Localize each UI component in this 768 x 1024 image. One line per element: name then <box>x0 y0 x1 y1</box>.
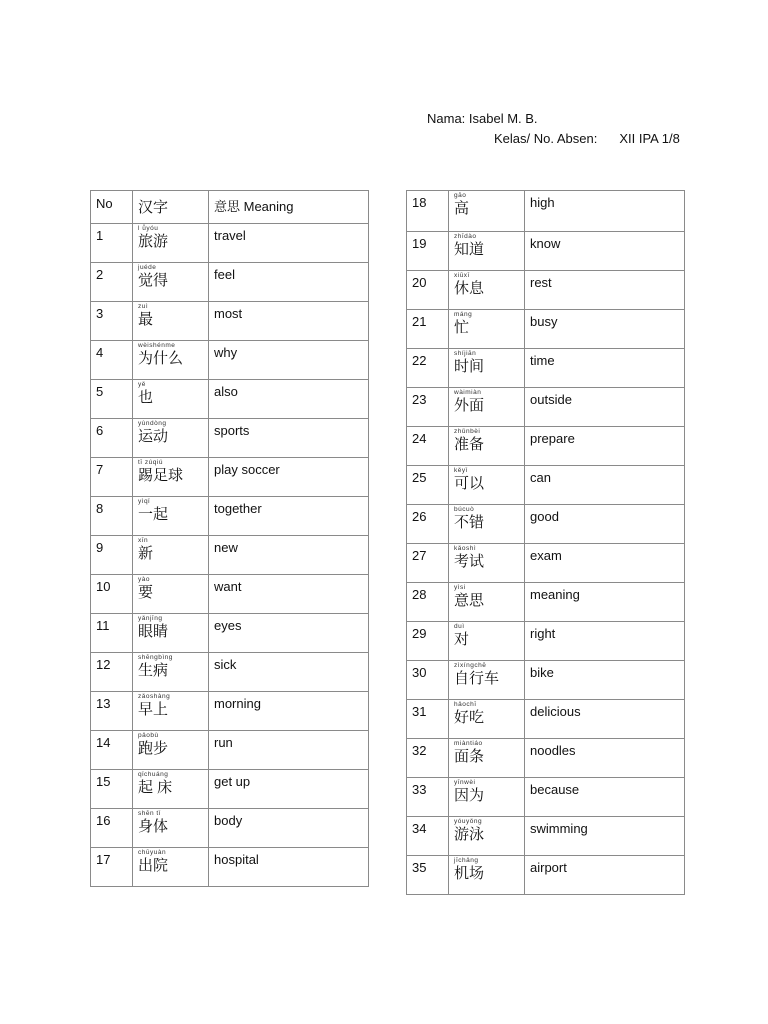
pinyin-text: zìxíngchē <box>454 662 487 669</box>
table-row <box>407 700 685 739</box>
meaning-text: play soccer <box>209 458 369 497</box>
hanzi-cell <box>449 271 525 310</box>
meaning-text: good <box>525 505 685 544</box>
table-row <box>91 419 369 458</box>
hanzi-cell <box>133 263 209 302</box>
pinyin-text: yìsi <box>454 584 466 591</box>
hanzi-cell <box>133 653 209 692</box>
row-number: 32 <box>407 739 449 778</box>
hanzi-text: 时间 <box>454 358 485 375</box>
hanzi-text: 因为 <box>454 787 485 804</box>
table-row <box>91 731 369 770</box>
table-row <box>407 544 685 583</box>
pinyin-text: shēngbìng <box>138 654 173 661</box>
hanzi-text: 觉得 <box>138 272 169 289</box>
row-number: 8 <box>91 497 133 536</box>
hanzi-cell <box>133 614 209 653</box>
header-hanzi: 汉字 <box>133 191 209 224</box>
hanzi-text: 高 <box>454 200 470 217</box>
table-row <box>407 583 685 622</box>
hanzi-text: 眼睛 <box>138 623 169 640</box>
row-number: 5 <box>91 380 133 419</box>
hanzi-cell <box>133 731 209 770</box>
meaning-text: run <box>209 731 369 770</box>
table-row <box>91 497 369 536</box>
row-number: 13 <box>91 692 133 731</box>
meaning-text: feel <box>209 263 369 302</box>
pinyin-text: máng <box>454 311 473 318</box>
table-row <box>407 232 685 271</box>
row-number: 29 <box>407 622 449 661</box>
table-row <box>91 536 369 575</box>
meaning-text: know <box>525 232 685 271</box>
header-no: No <box>91 191 133 224</box>
meaning-text: prepare <box>525 427 685 466</box>
table-row <box>91 692 369 731</box>
table-row <box>407 622 685 661</box>
pinyin-text: yóuyǒng <box>454 818 483 825</box>
row-number: 23 <box>407 388 449 427</box>
row-number: 16 <box>91 809 133 848</box>
table-row <box>407 191 685 232</box>
hanzi-cell <box>449 739 525 778</box>
table-row <box>407 427 685 466</box>
hanzi-text: 出院 <box>138 857 169 874</box>
student-name: Nama: Isabel M. B. <box>427 111 538 126</box>
pinyin-text: zuì <box>138 303 149 310</box>
hanzi-cell <box>449 349 525 388</box>
hanzi-text: 准备 <box>454 436 485 453</box>
row-number: 18 <box>407 191 449 232</box>
meaning-text: eyes <box>209 614 369 653</box>
hanzi-text: 起 床 <box>138 779 173 796</box>
pinyin-text: wèishénme <box>138 342 176 349</box>
meaning-text: also <box>209 380 369 419</box>
hanzi-text: 早上 <box>138 701 169 718</box>
row-number: 21 <box>407 310 449 349</box>
hanzi-text: 新 <box>138 545 154 562</box>
pinyin-text: yě <box>138 381 146 388</box>
table-row <box>91 614 369 653</box>
hanzi-cell <box>133 536 209 575</box>
class-info <box>494 131 680 146</box>
pinyin-text: xīn <box>138 537 149 544</box>
hanzi-cell <box>133 848 209 887</box>
row-number: 31 <box>407 700 449 739</box>
pinyin-text: chūyuàn <box>138 849 167 856</box>
class-value: XII IPA 1/8 <box>619 131 680 146</box>
table-row <box>91 341 369 380</box>
hanzi-text: 跑步 <box>138 740 169 757</box>
pinyin-text: zhǔnbèi <box>454 428 481 435</box>
hanzi-cell <box>449 388 525 427</box>
hanzi-text: 考试 <box>454 553 485 570</box>
hanzi-cell <box>449 544 525 583</box>
row-number: 1 <box>91 224 133 263</box>
hanzi-cell <box>449 505 525 544</box>
hanzi-cell <box>133 770 209 809</box>
pinyin-text: hǎochī <box>454 701 477 708</box>
pinyin-text: yùndòng <box>138 420 167 427</box>
meaning-text: new <box>209 536 369 575</box>
table-row <box>91 770 369 809</box>
meaning-text: can <box>525 466 685 505</box>
hanzi-cell <box>449 778 525 817</box>
meaning-text: travel <box>209 224 369 263</box>
table-row <box>91 302 369 341</box>
hanzi-text: 身体 <box>138 818 169 835</box>
vocab-table-left <box>90 190 369 887</box>
pinyin-text: zǎoshàng <box>138 693 171 700</box>
row-number: 14 <box>91 731 133 770</box>
row-number: 2 <box>91 263 133 302</box>
row-number: 12 <box>91 653 133 692</box>
header-meaning: 意思 Meaning <box>209 191 369 224</box>
hanzi-text: 运动 <box>138 428 169 445</box>
hanzi-text: 休息 <box>454 280 485 297</box>
hanzi-text: 面条 <box>454 748 485 765</box>
row-number: 15 <box>91 770 133 809</box>
hanzi-text: 也 <box>138 389 154 406</box>
hanzi-text: 生病 <box>138 662 169 679</box>
table-row <box>91 224 369 263</box>
hanzi-text: 知道 <box>454 241 485 258</box>
pinyin-text: l ǚyóu <box>138 225 159 232</box>
row-number: 34 <box>407 817 449 856</box>
pinyin-text: wàimiàn <box>454 389 482 396</box>
pinyin-text: kǎoshì <box>454 545 477 552</box>
meaning-text: most <box>209 302 369 341</box>
row-number: 27 <box>407 544 449 583</box>
pinyin-text: yīnwèi <box>454 779 476 786</box>
meaning-text: together <box>209 497 369 536</box>
row-number: 7 <box>91 458 133 497</box>
table-row <box>407 310 685 349</box>
hanzi-cell <box>449 191 525 232</box>
table-row <box>91 848 369 887</box>
pinyin-text: pǎobù <box>138 732 159 739</box>
meaning-text: noodles <box>525 739 685 778</box>
pinyin-text: búcuò <box>454 506 475 513</box>
meaning-text: get up <box>209 770 369 809</box>
meaning-text: hospital <box>209 848 369 887</box>
pinyin-text: shíjiān <box>454 350 477 357</box>
row-number: 17 <box>91 848 133 887</box>
hanzi-cell <box>449 700 525 739</box>
table-row <box>91 575 369 614</box>
pinyin-text: miàntiáo <box>454 740 483 747</box>
hanzi-cell <box>449 232 525 271</box>
hanzi-text: 自行车 <box>454 670 500 687</box>
table-row <box>407 856 685 895</box>
hanzi-cell <box>133 302 209 341</box>
hanzi-cell <box>449 466 525 505</box>
row-number: 24 <box>407 427 449 466</box>
meaning-text: swimming <box>525 817 685 856</box>
row-number: 11 <box>91 614 133 653</box>
hanzi-text: 好吃 <box>454 709 485 726</box>
meaning-text: exam <box>525 544 685 583</box>
hanzi-text: 最 <box>138 311 154 328</box>
row-number: 6 <box>91 419 133 458</box>
hanzi-cell <box>133 380 209 419</box>
meaning-text: want <box>209 575 369 614</box>
row-number: 26 <box>407 505 449 544</box>
hanzi-text: 踢足球 <box>138 467 184 484</box>
table-row <box>91 653 369 692</box>
hanzi-text: 一起 <box>138 506 169 523</box>
meaning-text: busy <box>525 310 685 349</box>
hanzi-text: 为什么 <box>138 350 184 367</box>
hanzi-text: 游泳 <box>454 826 485 843</box>
table-row <box>407 388 685 427</box>
pinyin-text: zhīdào <box>454 233 477 240</box>
pinyin-text: kěyǐ <box>454 467 468 474</box>
row-number: 19 <box>407 232 449 271</box>
table-row <box>407 271 685 310</box>
hanzi-text: 要 <box>138 584 154 601</box>
row-number: 9 <box>91 536 133 575</box>
pinyin-text: yǎnjīng <box>138 615 163 622</box>
pinyin-text: yào <box>138 576 150 583</box>
hanzi-text: 对 <box>454 631 470 648</box>
hanzi-cell <box>133 224 209 263</box>
meaning-text: airport <box>525 856 685 895</box>
table-row <box>407 505 685 544</box>
pinyin-text: xiūxī <box>454 272 470 279</box>
row-number: 20 <box>407 271 449 310</box>
meaning-text: morning <box>209 692 369 731</box>
pinyin-text: duì <box>454 623 465 630</box>
row-number: 4 <box>91 341 133 380</box>
table-row <box>407 778 685 817</box>
vocab-table-right <box>406 190 685 895</box>
meaning-text: because <box>525 778 685 817</box>
row-number: 22 <box>407 349 449 388</box>
pinyin-text: shēn tǐ <box>138 810 161 817</box>
row-number: 33 <box>407 778 449 817</box>
hanzi-cell <box>133 809 209 848</box>
hanzi-cell <box>133 692 209 731</box>
class-label: Kelas/ No. Absen: <box>494 131 598 146</box>
hanzi-cell <box>449 622 525 661</box>
meaning-text: high <box>525 191 685 232</box>
meaning-text: body <box>209 809 369 848</box>
row-number: 25 <box>407 466 449 505</box>
table-row <box>407 661 685 700</box>
meaning-text: right <box>525 622 685 661</box>
meaning-text: time <box>525 349 685 388</box>
meaning-text: why <box>209 341 369 380</box>
meaning-text: sports <box>209 419 369 458</box>
hanzi-cell <box>133 341 209 380</box>
hanzi-text: 忙 <box>454 319 470 336</box>
hanzi-cell <box>133 575 209 614</box>
meaning-text: delicious <box>525 700 685 739</box>
hanzi-text: 机场 <box>454 865 485 882</box>
meaning-text: bike <box>525 661 685 700</box>
row-number: 10 <box>91 575 133 614</box>
meaning-text: outside <box>525 388 685 427</box>
hanzi-cell <box>449 427 525 466</box>
hanzi-cell <box>449 856 525 895</box>
pinyin-text: gāo <box>454 192 467 199</box>
table-row <box>91 458 369 497</box>
hanzi-cell <box>449 310 525 349</box>
hanzi-cell <box>449 817 525 856</box>
pinyin-text: jīchǎng <box>454 857 479 864</box>
hanzi-text: 可以 <box>454 475 485 492</box>
table-row <box>407 817 685 856</box>
hanzi-cell <box>449 583 525 622</box>
table-row <box>91 809 369 848</box>
table-row <box>91 263 369 302</box>
meaning-text: meaning <box>525 583 685 622</box>
hanzi-text: 外面 <box>454 397 485 414</box>
hanzi-cell <box>449 661 525 700</box>
table-row <box>91 380 369 419</box>
row-number: 28 <box>407 583 449 622</box>
table-row <box>407 349 685 388</box>
row-number: 30 <box>407 661 449 700</box>
hanzi-text: 旅游 <box>138 233 169 250</box>
pinyin-text: yìqǐ <box>138 498 151 505</box>
pinyin-text: juéde <box>138 264 157 271</box>
pinyin-text: qǐchuáng <box>138 771 169 778</box>
hanzi-cell <box>133 419 209 458</box>
hanzi-cell <box>133 497 209 536</box>
meaning-text: sick <box>209 653 369 692</box>
table-row <box>407 466 685 505</box>
table-row <box>407 739 685 778</box>
row-number: 3 <box>91 302 133 341</box>
hanzi-cell <box>133 458 209 497</box>
hanzi-text: 不错 <box>454 514 485 531</box>
hanzi-text: 意思 <box>454 592 485 609</box>
table-header-row <box>91 191 369 224</box>
pinyin-text: tī zúqiú <box>138 459 163 466</box>
meaning-text: rest <box>525 271 685 310</box>
row-number: 35 <box>407 856 449 895</box>
